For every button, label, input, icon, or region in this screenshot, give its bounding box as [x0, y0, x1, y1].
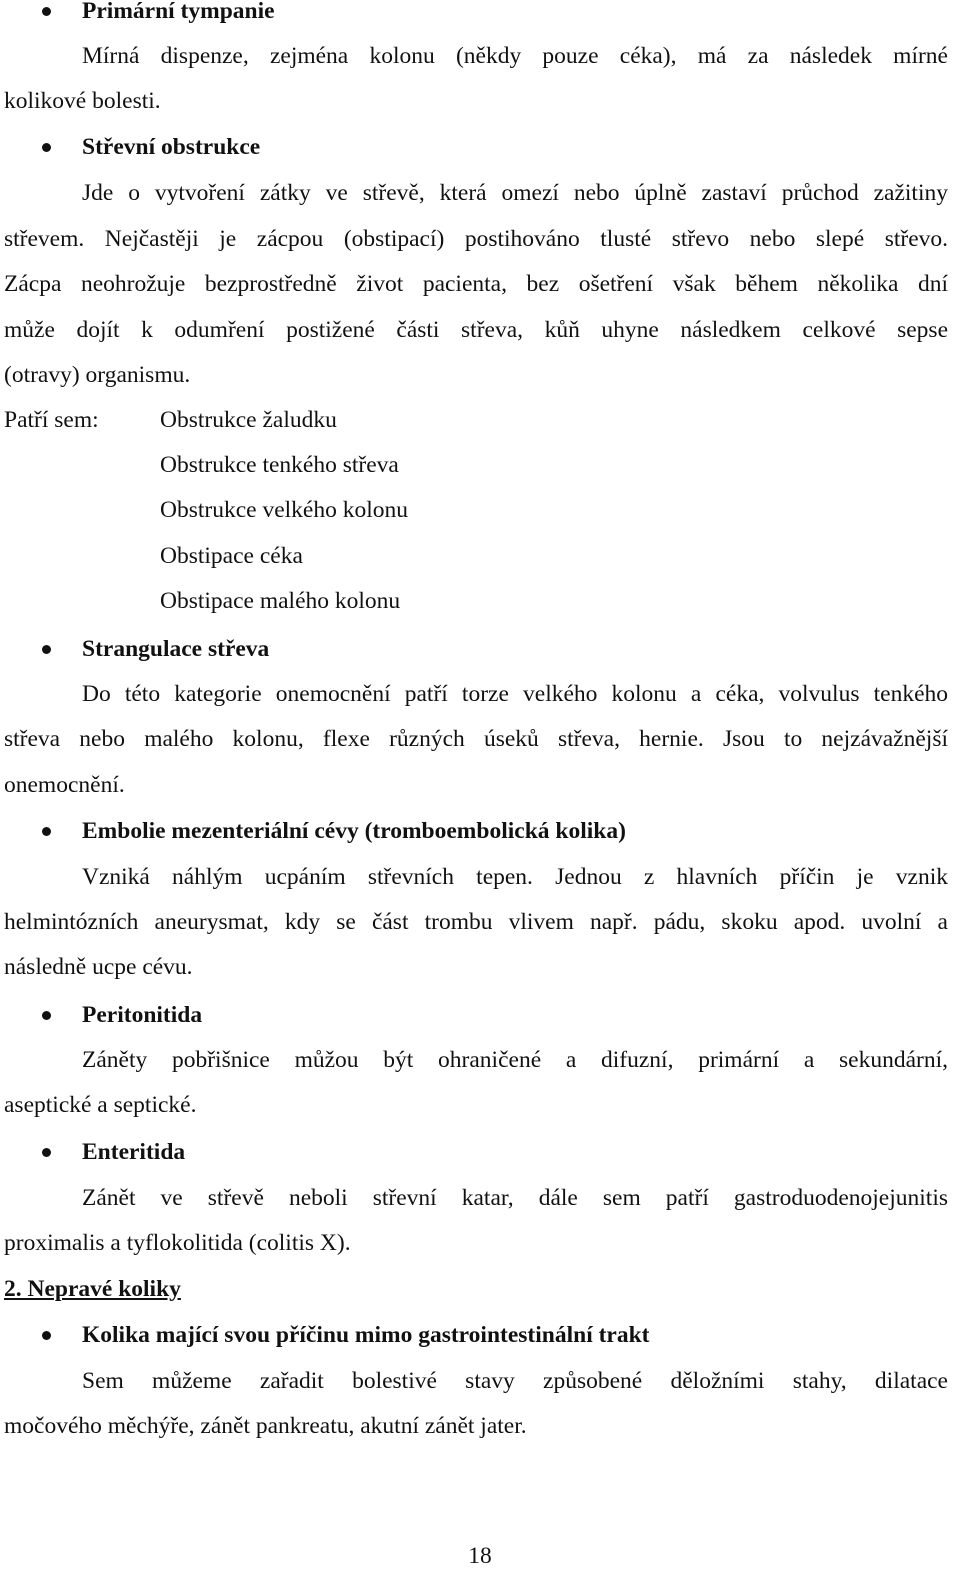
paragraph-line: Vzniká náhlým ucpáním střevních tepen. Jednou z hlavních příčin je vznik	[82, 864, 948, 890]
paragraph-line: střevem. Nejčastěji je zácpou (obstipací) postihováno tlusté střevo nebo slepé střevo.	[4, 226, 948, 252]
list-item: Obstrukce velkého kolonu	[160, 497, 409, 523]
paragraph-line: močového měchýře, zánět pankreatu, akutní zánět jater.	[4, 1413, 527, 1439]
paragraph-line: kolikové bolesti.	[4, 88, 161, 114]
paragraph-line: (otravy) organismu.	[4, 362, 191, 388]
paragraph-line: Zácpa neohrožuje bezprostředně život pacienta, bez ošetření však během několika dní	[4, 271, 948, 297]
paragraph-line: proximalis a tyflokolitida (colitis X).	[4, 1230, 351, 1256]
section-title: Střevní obstrukce	[82, 134, 261, 160]
bullet-icon	[42, 7, 51, 16]
section-title: Peritonitida	[82, 1002, 203, 1028]
list-item: Obstipace malého kolonu	[160, 588, 401, 614]
paragraph-line: následně ucpe cévu.	[4, 954, 193, 980]
paragraph-line: helmintózních aneurysmat, kdy se část trombu vlivem např. pádu, skoku apod. uvolní a	[4, 909, 948, 935]
paragraph-line: aseptické a septické.	[4, 1092, 197, 1118]
bullet-icon	[42, 827, 51, 836]
bullet-icon	[42, 1148, 51, 1157]
section-title: Primární tympanie	[82, 0, 275, 24]
list-item: Obstrukce žaludku	[160, 407, 337, 433]
section-title: Enteritida	[82, 1139, 186, 1165]
paragraph-line: Do této kategorie onemocnění patří torze velkého kolonu a céka, volvulus tenkého	[82, 681, 948, 707]
paragraph-line: Záněty pobřišnice můžou být ohraničené a difuzní, primární a sekundární,	[82, 1047, 948, 1073]
paragraph-line: může dojít k odumření postižené části střeva, kůň uhyne následkem celkové sepse	[4, 317, 948, 343]
page-number: 18	[468, 1543, 492, 1569]
paragraph-line: onemocnění.	[4, 772, 125, 798]
list-label: Patří sem:	[4, 407, 99, 433]
bullet-icon	[42, 1011, 51, 1020]
paragraph-line: střeva nebo malého kolonu, flexe různých úseků střeva, hernie. Jsou to nejzávažnější	[4, 726, 948, 752]
section-title: Strangulace střeva	[82, 636, 270, 662]
paragraph-line: Zánět ve střevě neboli střevní katar, dále sem patří gastroduodenojejunitis	[82, 1185, 948, 1211]
list-item: Obstipace céka	[160, 543, 303, 569]
section-title: Embolie mezenteriální cévy (tromboembolická kolika)	[82, 818, 626, 844]
bullet-icon	[42, 645, 51, 654]
paragraph-line: Mírná dispenze, zejména kolonu (někdy pouze céka), má za následek mírné	[82, 43, 948, 69]
list-item: Obstrukce tenkého střeva	[160, 452, 399, 478]
section-title: Kolika mající svou příčinu mimo gastrointestinální trakt	[82, 1322, 650, 1348]
bullet-icon	[42, 143, 51, 152]
section-heading: 2. Nepravé koliky	[4, 1276, 181, 1302]
paragraph-line: Jde o vytvoření zátky ve střevě, která omezí nebo úplně zastaví průchod zažitiny	[82, 180, 948, 206]
paragraph-line: Sem můžeme zařadit bolestivé stavy způsobené děložními stahy, dilatace	[82, 1368, 948, 1394]
bullet-icon	[42, 1331, 51, 1340]
